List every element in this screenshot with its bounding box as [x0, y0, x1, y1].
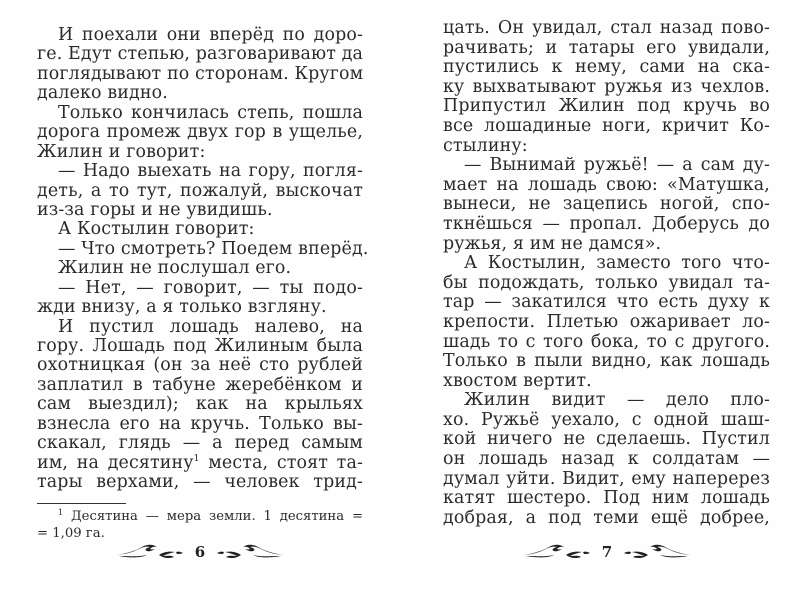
footnote — [37, 508, 363, 542]
page-footer-left — [100, 540, 300, 564]
text-line: заплатил в табуне жеребёнком и — [37, 374, 363, 395]
flourish-left-icon — [524, 543, 590, 561]
text-line: Только кончилась степь, пошла — [58, 102, 363, 123]
text-line: цать. Он увидал, стал назад пово- — [443, 18, 770, 38]
text-line-with-footnote-ref — [37, 454, 363, 473]
left-page-text-column — [37, 25, 369, 493]
text-line: ружья, я им не дамся». — [443, 233, 662, 254]
text-line: поглядывают по сторонам. Кругом — [37, 63, 364, 84]
text-line: хо. Ружьё уехало, с одной шаш- — [443, 409, 770, 430]
text-line: катят шестеро. Под ним лошадь — [443, 488, 770, 509]
text-line: пустились к нему, сами на ска- — [443, 57, 770, 78]
text-line: тар — закатился что есть духу к — [443, 292, 770, 313]
footnote-line: = 1,09 га. — [37, 526, 105, 541]
text-line: шадь то с того бока, то с другого. — [443, 331, 770, 352]
text-line: добрая, а под теми ещё добрее, — [443, 507, 770, 528]
text-line: тары верхами, — человек трид- — [37, 472, 363, 493]
text-line: — Что смотреть? Поедем вперёд. — [58, 238, 369, 259]
right-page — [400, 0, 800, 595]
text-fragment: им, на десятину — [37, 452, 194, 473]
page-number: 6 — [194, 543, 206, 561]
text-line: рачивать; и татары его увидали, — [443, 37, 770, 58]
text-line: — Надо выехать на гору, погля- — [58, 161, 363, 182]
text-line: ку выхватывают ружья из чехлов. — [443, 76, 770, 97]
text-line: из-за горы и не увидишь. — [37, 199, 273, 220]
footnote-line — [37, 508, 363, 525]
text-line: стылину: — [443, 135, 528, 156]
right-page-text-column — [443, 19, 770, 528]
page-footer-right — [507, 540, 707, 564]
flourish-right-icon — [217, 543, 283, 561]
footnote-text: Десятина — мера земли. 1 десятина = — [63, 509, 363, 524]
text-line: взнесла его на кручь. Только вы- — [37, 413, 363, 434]
text-line: сам выездил); как на крыльях — [37, 394, 363, 415]
text-line: деть, а то тут, пожалуй, выскочат — [37, 180, 363, 201]
text-fragment: места, стоят та- — [199, 452, 364, 473]
text-line: крепости. Плетью ожаривает ло- — [443, 311, 770, 332]
text-line: далеко видно. — [37, 83, 168, 104]
text-line: А Костылин говорит: — [58, 219, 255, 240]
text-line: А Костылин, заместо того что- — [464, 253, 770, 274]
text-line: — Вынимай ружьё! — а сам ду- — [464, 155, 770, 176]
text-line: дорога промеж двух гор в ущелье, — [37, 122, 363, 143]
text-line: ткнёшься — пропал. Доберусь до — [443, 213, 770, 234]
text-line: все лошадиные ноги, кричит Ко- — [443, 115, 770, 136]
flourish-left-icon — [117, 543, 183, 561]
text-line: Жилин видит — дело пло- — [464, 390, 770, 411]
page-number: 7 — [601, 543, 613, 561]
text-line: Только в пыли видно, как лошадь — [443, 351, 770, 372]
footnote-reference[interactable]: 1 — [193, 453, 200, 464]
text-line: И пустил лошадь налево, на — [58, 316, 363, 337]
text-line: ге. Едут степью, разговаривают да — [37, 44, 364, 65]
text-line: И поехали они вперёд по доро- — [58, 25, 363, 45]
footnote-marker: 1 — [58, 508, 64, 517]
text-line: охотницкая (он за неё сто рублей — [37, 355, 363, 376]
text-line: мает на лошадь свою: «Матушка, — [443, 174, 770, 195]
footnote-divider — [37, 503, 126, 504]
text-line: Жилин не послушал его. — [58, 258, 292, 279]
text-line: хвостом вертит. — [443, 370, 592, 391]
text-line: жди внизу, а я только взгляну. — [37, 297, 327, 318]
text-line: бы подождать, только увидал та- — [443, 272, 770, 293]
flourish-right-icon — [624, 543, 690, 561]
text-line: он лошадь назад к солдатам — — [443, 449, 770, 470]
text-line: кой ничего не сделаешь. Пустил — [443, 429, 770, 450]
text-line: Жилин и говорит: — [37, 141, 206, 162]
text-line: Припустил Жилин под кручь во — [443, 96, 770, 117]
text-line: гору. Лошадь под Жилиным была — [37, 336, 363, 356]
text-line: скакал, глядь — а перед самым — [37, 433, 363, 454]
text-line: думал уйти. Видит, ему наперерез — [443, 468, 770, 489]
text-line: вынеси, не зацепись ногой, спо- — [443, 194, 770, 215]
text-line: — Нет, — говорит, — ты подо- — [58, 277, 363, 298]
